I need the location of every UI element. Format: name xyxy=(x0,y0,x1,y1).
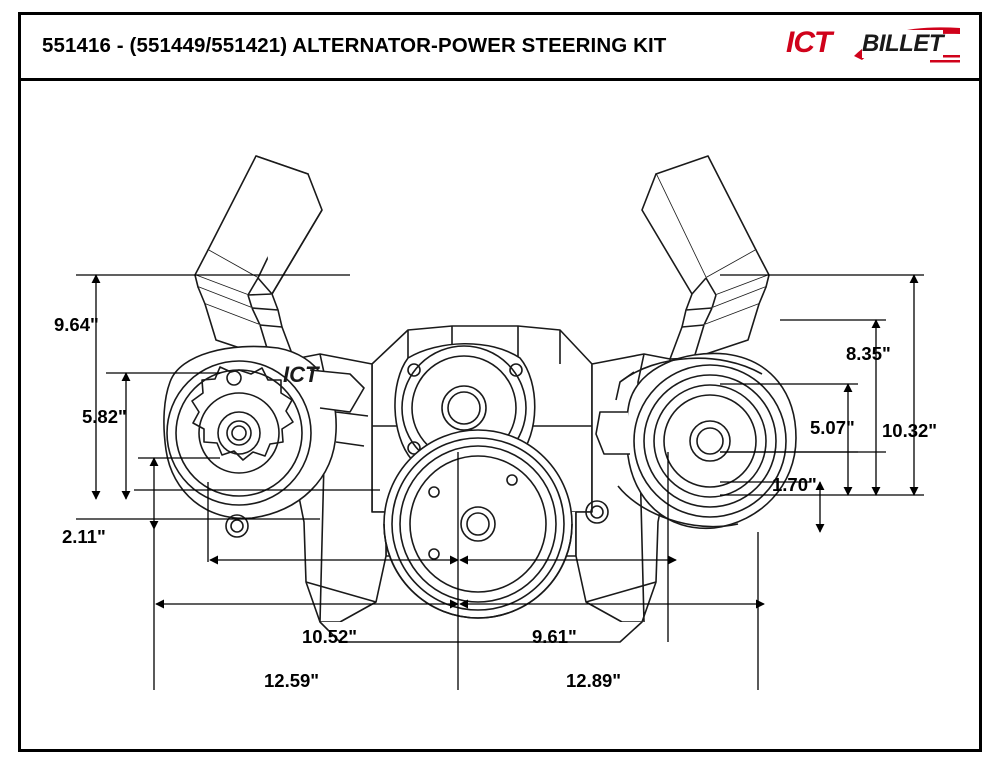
logo-ict-text: ICT xyxy=(786,26,832,59)
dimension-label-left-overall: 9.64" xyxy=(54,314,99,335)
engine-ict-engraving: ICT xyxy=(283,362,319,387)
dimension-lines-layer xyxy=(20,82,980,750)
page-title: 551416 - (551449/551421) ALTERNATOR-POWER STEERING KIT xyxy=(42,34,667,57)
ict-billet-logo xyxy=(786,26,962,66)
dimension-label-right-mid: 5.07" xyxy=(810,417,855,438)
dimension-label-right-upper: 8.35" xyxy=(846,343,891,364)
dimension-label-left-low: 2.11" xyxy=(62,526,106,547)
dimension-label-bottom-outer-left: 12.59" xyxy=(264,670,320,691)
title-divider xyxy=(20,78,980,81)
dimension-label-bottom-inner-left: 10.52" xyxy=(302,626,358,647)
dimension-label-right-overall: 10.32" xyxy=(882,420,938,441)
logo-billet-text: BILLET xyxy=(862,30,943,57)
dimension-label-bottom-inner-right: 9.61" xyxy=(532,626,577,647)
dimension-label-bottom-outer-right: 12.89" xyxy=(566,670,622,691)
dimension-label-right-low: 1.70" xyxy=(772,474,817,495)
dimension-label-left-mid: 5.82" xyxy=(82,406,127,427)
engine-dimension-drawing xyxy=(20,82,980,750)
